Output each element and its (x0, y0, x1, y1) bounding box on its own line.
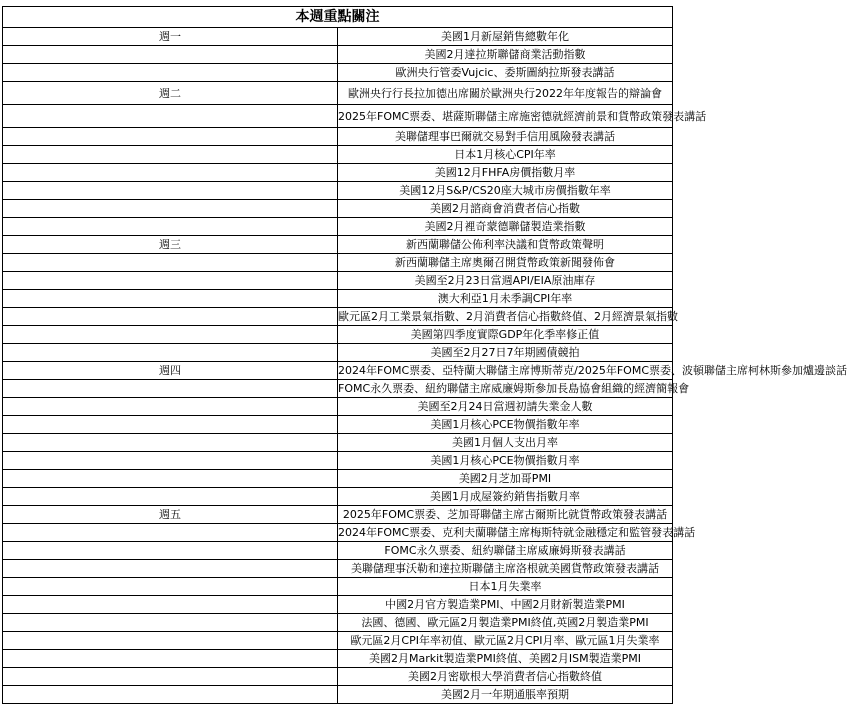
event-cell: 美國1月個人支出月率 (338, 434, 673, 452)
event-cell: 美聯儲理事巴爾就交易對手信用風險發表講話 (338, 128, 673, 146)
day-cell (3, 596, 338, 614)
day-cell: 週三 (3, 236, 338, 254)
event-cell: 美國1月新屋銷售總數年化 (338, 28, 673, 46)
day-cell (3, 105, 338, 128)
event-cell: 美國12月FHFA房價指數月率 (338, 164, 673, 182)
table-row (3, 488, 673, 506)
schedule-container (2, 6, 847, 704)
day-cell (3, 308, 338, 326)
day-cell: 週四 (3, 362, 338, 380)
table-row (3, 650, 673, 668)
table-row (3, 344, 673, 362)
day-cell (3, 164, 338, 182)
day-cell (3, 452, 338, 470)
event-cell: 美國2月Markit製造業PMI終值、美國2月ISM製造業PMI (338, 650, 673, 668)
table-row (3, 632, 673, 650)
event-cell: 美國至2月24日當週初請失業金人數 (338, 398, 673, 416)
day-cell: 週二 (3, 82, 338, 105)
table-row (3, 146, 673, 164)
event-cell: FOMC永久票委、紐約聯儲主席威廉姆斯發表講話 (338, 542, 673, 560)
event-cell: 美國2月裡奇蒙德聯儲製造業指數 (338, 218, 673, 236)
day-cell (3, 398, 338, 416)
table-row (3, 686, 673, 704)
day-cell (3, 272, 338, 290)
day-cell (3, 632, 338, 650)
table-row (3, 28, 673, 46)
event-cell: 中國2月官方製造業PMI、中國2月財新製造業PMI (338, 596, 673, 614)
event-cell: 美國2月一年期通脹率預期 (338, 686, 673, 704)
day-cell (3, 488, 338, 506)
table-row (3, 614, 673, 632)
table-body (3, 28, 847, 704)
event-cell: 2025年FOMC票委、堪薩斯聯儲主席施密德就經濟前景和貨幣政策發表講話 (338, 105, 673, 128)
event-cell: 美國2月諮商會消費者信心指數 (338, 200, 673, 218)
day-cell (3, 254, 338, 272)
table-row (3, 308, 673, 326)
day-cell (3, 524, 338, 542)
table-row (3, 200, 673, 218)
event-cell: 美國2月密歇根大學消費者信心指數終值 (338, 668, 673, 686)
table-row (3, 506, 673, 524)
event-cell: 美國至2月27日7年期國債競拍 (338, 344, 673, 362)
day-cell (3, 344, 338, 362)
table-row (3, 668, 673, 686)
day-cell (3, 470, 338, 488)
table-row (3, 542, 673, 560)
event-cell: 美聯儲理事沃勒和達拉斯聯儲主席洛根就美國貨幣政策發表講話 (338, 560, 673, 578)
day-cell (3, 686, 338, 704)
day-cell (3, 46, 338, 64)
event-cell: 美國第四季度實際GDP年化季率修正值 (338, 326, 673, 344)
table-row (3, 82, 673, 105)
table-row (3, 182, 673, 200)
event-cell: 美國2月芝加哥PMI (338, 470, 673, 488)
table-row (3, 236, 673, 254)
day-cell (3, 560, 338, 578)
day-cell (3, 542, 338, 560)
table-row (3, 560, 673, 578)
event-cell: 歐元區2月工業景氣指數、2月消費者信心指數終值、2月經濟景氣指數 (338, 308, 673, 326)
event-cell: 美國至2月23日當週API/EIA原油庫存 (338, 272, 673, 290)
day-cell (3, 290, 338, 308)
table-row (3, 326, 673, 344)
table-row (3, 128, 673, 146)
event-cell: 日本1月核心CPI年率 (338, 146, 673, 164)
table-row (3, 254, 673, 272)
event-cell: 2024年FOMC票委、亞特蘭大聯儲主席博斯蒂克/2025年FOMC票委、波頓聯儲主席柯林斯參加爐邊談話 (338, 362, 673, 380)
event-cell: 美國1月核心PCE物價指數年率 (338, 416, 673, 434)
table-title: 本週重點關注 (3, 7, 673, 28)
day-cell (3, 182, 338, 200)
table-row (3, 380, 673, 398)
event-cell: 2024年FOMC票委、克利夫蘭聯儲主席梅斯特就金融穩定和監管發表講話 (338, 524, 673, 542)
day-cell (3, 650, 338, 668)
event-cell: 美國1月核心PCE物價指數月率 (338, 452, 673, 470)
table-row (3, 596, 673, 614)
event-cell: 歐元區2月CPI年率初值、歐元區2月CPI月率、歐元區1月失業率 (338, 632, 673, 650)
day-cell (3, 668, 338, 686)
event-cell: 法國、德國、歐元區2月製造業PMI終值,英國2月製造業PMI (338, 614, 673, 632)
table-row (3, 524, 673, 542)
day-cell: 週五 (3, 506, 338, 524)
table-row (3, 362, 673, 380)
day-cell (3, 380, 338, 398)
table-row (3, 46, 673, 64)
day-cell (3, 128, 338, 146)
day-cell (3, 146, 338, 164)
event-cell: 澳大利亞1月未季調CPI年率 (338, 290, 673, 308)
event-cell: 新西蘭聯儲主席奧爾召開貨幣政策新聞發佈會 (338, 254, 673, 272)
day-cell (3, 614, 338, 632)
day-cell (3, 326, 338, 344)
day-cell: 週一 (3, 28, 338, 46)
event-cell: 歐洲央行行長拉加德出席關於歐洲央行2022年年度報告的辯論會 (338, 82, 673, 105)
table-row (3, 164, 673, 182)
table-row (3, 452, 673, 470)
table-row (3, 470, 673, 488)
day-cell (3, 416, 338, 434)
table-row (3, 398, 673, 416)
table-row (3, 578, 673, 596)
event-cell: 新西蘭聯儲公佈利率決議和貨幣政策聲明 (338, 236, 673, 254)
day-cell (3, 578, 338, 596)
day-cell (3, 218, 338, 236)
event-cell: FOMC永久票委、紐約聯儲主席威廉姆斯參加長島協會組織的經濟簡報會 (338, 380, 673, 398)
day-cell (3, 64, 338, 82)
table-row (3, 218, 673, 236)
event-cell: 美國1月成屋簽約銷售指數月率 (338, 488, 673, 506)
event-cell: 美國2月達拉斯聯儲商業活動指數 (338, 46, 673, 64)
table-row (3, 434, 673, 452)
table-row (3, 290, 673, 308)
event-cell: 2025年FOMC票委、芝加哥聯儲主席古爾斯比就貨幣政策發表講話 (338, 506, 673, 524)
table-row (3, 416, 673, 434)
weekly-focus-table (2, 6, 847, 704)
table-row (3, 272, 673, 290)
day-cell (3, 434, 338, 452)
table-row (3, 105, 673, 128)
event-cell: 歐洲央行管委Vujcic、委斯圖納拉斯發表講話 (338, 64, 673, 82)
event-cell: 美國12月S&P/CS20座大城市房價指數年率 (338, 182, 673, 200)
event-cell: 日本1月失業率 (338, 578, 673, 596)
table-row (3, 64, 673, 82)
day-cell (3, 200, 338, 218)
